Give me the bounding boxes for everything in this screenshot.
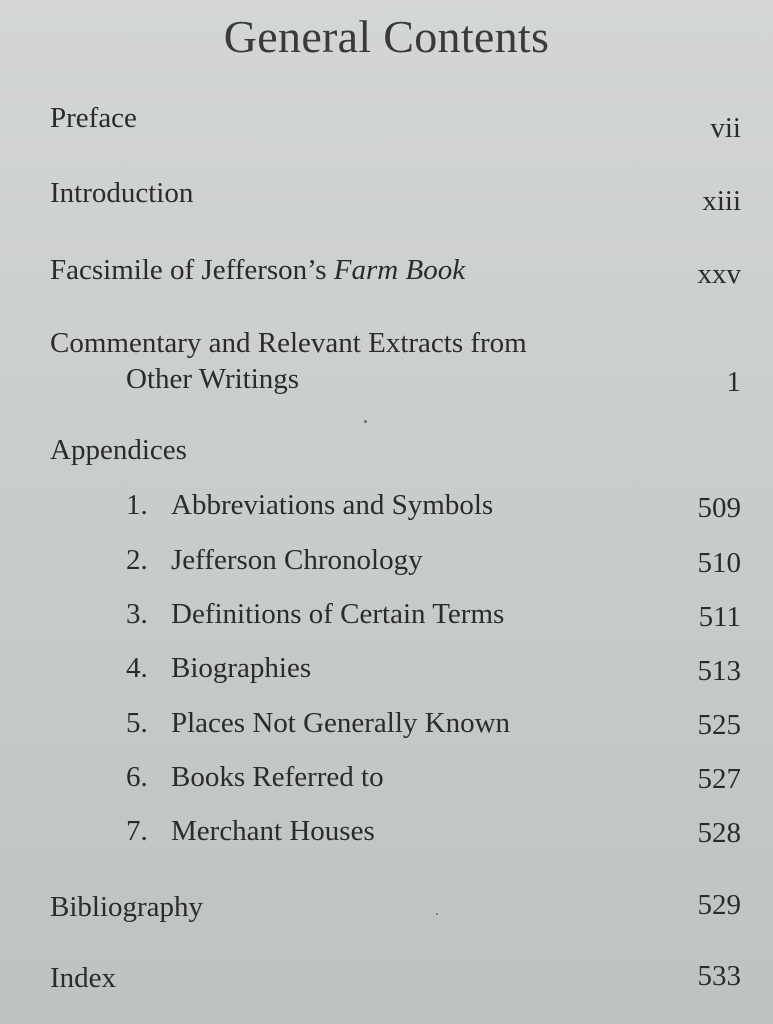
appendix-item-7: [126, 813, 375, 849]
appendix-item-6: [126, 759, 384, 795]
appendix-page-4: 513: [697, 655, 741, 687]
toc-page-introduction: xiii: [702, 185, 741, 217]
appendix-page-7: 528: [697, 817, 741, 849]
appendix-item-2: [126, 542, 423, 578]
appendix-item-4: [126, 650, 311, 686]
appendix-item-5: [126, 705, 510, 741]
facsimile-label-text: Facsimile of Jefferson’s: [50, 254, 334, 286]
toc-page-preface: vii: [710, 112, 741, 144]
appendix-label: Places Not Generally Known: [171, 707, 511, 739]
toc-page-index: 533: [697, 960, 741, 992]
toc-entry-commentary-line1: Commentary and Relevant Extracts from: [50, 327, 527, 359]
appendix-page-6: 527: [697, 763, 741, 795]
appendix-item-3: [126, 596, 504, 632]
appendix-num: 3.: [126, 598, 148, 630]
appendix-label: Biographies: [171, 652, 312, 684]
facsimile-label-italic: Farm Book: [333, 254, 466, 286]
appendix-label: Books Referred to: [171, 761, 384, 793]
toc-page-facsimile: xxv: [697, 258, 741, 290]
toc-entry-bibliography: Bibliography: [50, 891, 204, 923]
toc-entry-index: Index: [50, 962, 117, 994]
appendix-item-1: [126, 487, 493, 523]
appendix-num: 1.: [126, 489, 148, 521]
appendix-num: 4.: [126, 652, 148, 684]
appendix-page-3: 511: [698, 601, 741, 633]
toc-entry-appendices: Appendices: [50, 434, 187, 466]
appendix-page-2: 510: [697, 547, 741, 579]
appendix-num: 6.: [126, 761, 148, 793]
toc-entry-preface: Preface: [50, 102, 137, 134]
appendix-label: Abbreviations and Symbols: [171, 489, 494, 521]
toc-entry-facsimile: [50, 252, 465, 288]
toc-entry-commentary-line2: Other Writings: [126, 363, 300, 395]
paper-speck: [364, 420, 367, 423]
page-title: General Contents: [223, 11, 550, 62]
paper-speck: [436, 913, 438, 915]
toc-page-commentary: 1: [726, 366, 741, 398]
appendix-page-1: 509: [697, 492, 741, 524]
toc-entry-introduction: Introduction: [50, 177, 194, 209]
appendix-label: Definitions of Certain Terms: [171, 598, 505, 630]
appendix-page-5: 525: [697, 709, 741, 741]
appendix-num: 7.: [126, 815, 148, 847]
toc-page-bibliography: 529: [697, 889, 741, 921]
appendix-num: 5.: [126, 707, 148, 739]
appendix-num: 2.: [126, 544, 148, 576]
appendix-label: Jefferson Chronology: [171, 544, 423, 576]
appendix-label: Merchant Houses: [171, 815, 375, 847]
